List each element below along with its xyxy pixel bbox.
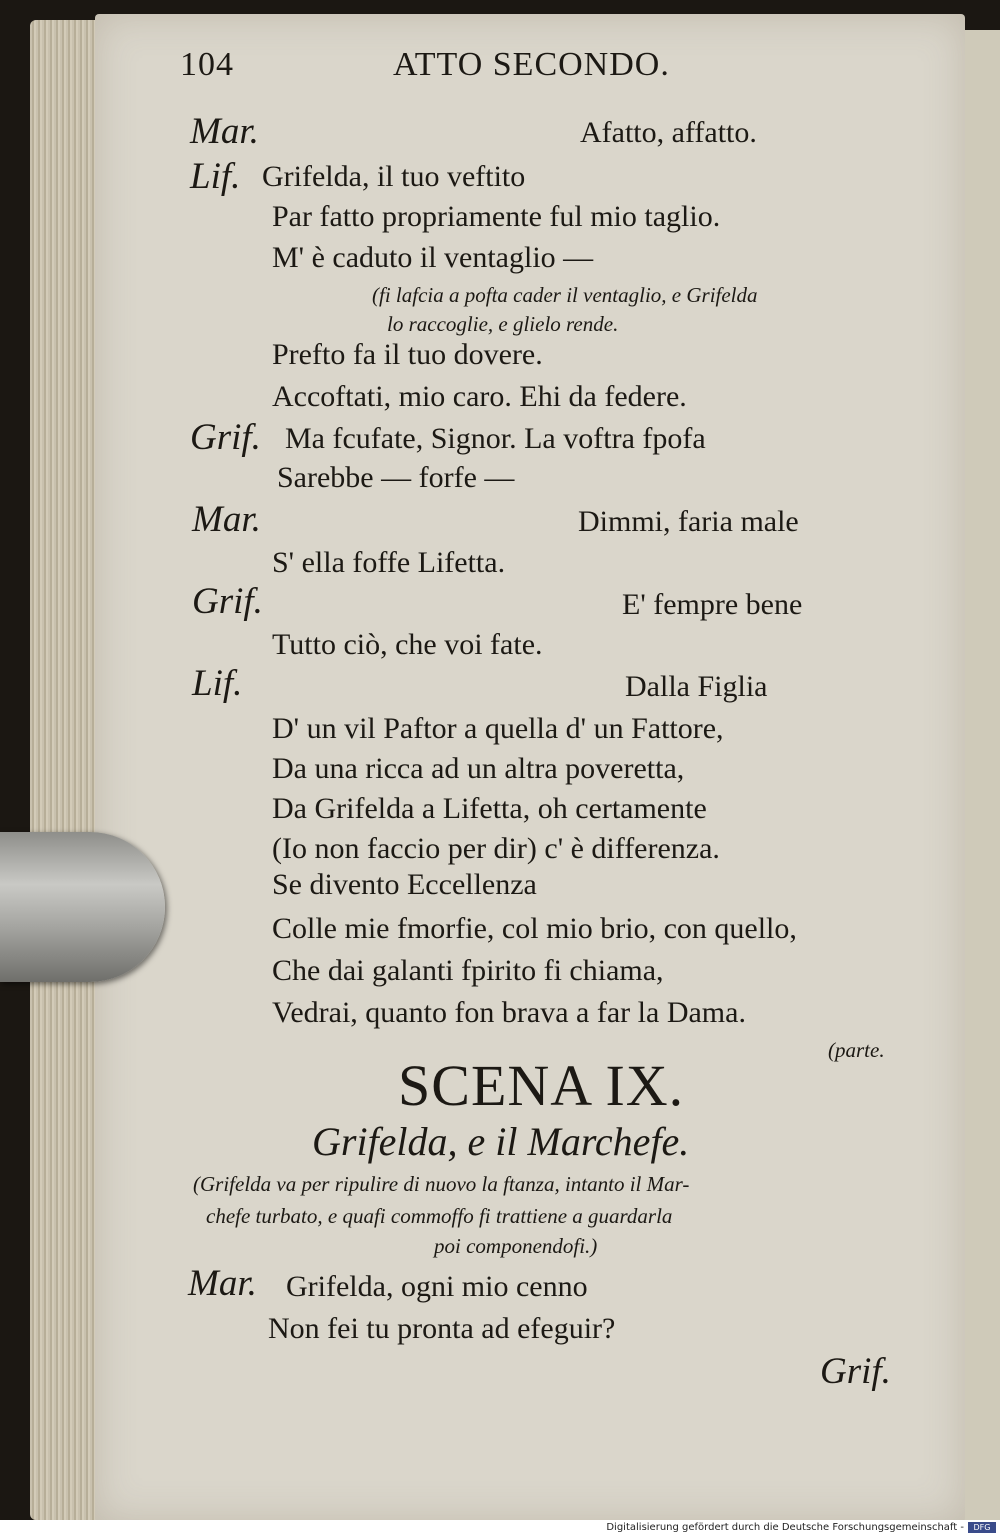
speaker-label: Lif. xyxy=(192,663,243,704)
scene-characters: Grifelda, e il Marchefe. xyxy=(312,1119,690,1164)
verse-line: Afatto, affatto. xyxy=(580,116,757,149)
stage-direction: lo raccoglie, e glielo rende. xyxy=(387,312,619,336)
verse-line: Sarebbe — forfe — xyxy=(277,461,515,494)
speaker-label: Mar. xyxy=(192,499,261,540)
verse-line: (Io non faccio per dir) c' è differenza. xyxy=(272,832,720,865)
speaker-label: Lif. xyxy=(190,156,241,197)
speaker-label: Grif. xyxy=(192,581,263,622)
running-title: ATTO SECONDO. xyxy=(393,46,670,83)
dfg-logo-icon: DFG xyxy=(968,1522,996,1533)
stage-direction: (Grifelda va per ripulire di nuovo la ftanza, intanto il Mar- xyxy=(193,1172,690,1196)
verse-line: Ma fcufate, Signor. La voftra fpofa xyxy=(285,422,706,455)
verse-line: Vedrai, quanto fon brava a far la Dama. xyxy=(272,996,746,1029)
stage-direction: chefe turbato, e quafi commoffo fi trattiene a guardarla xyxy=(206,1204,673,1228)
verse-line: E' fempre bene xyxy=(622,588,803,621)
verse-line: D' un vil Paftor a quella d' un Fattore, xyxy=(272,712,724,745)
verse-line: S' ella foffe Lifetta. xyxy=(272,546,506,579)
page-stack-edge xyxy=(30,20,100,1520)
verse-line: Dimmi, faria male xyxy=(578,505,799,538)
page-number: 104 xyxy=(180,46,234,83)
speaker-label: Mar. xyxy=(190,111,259,152)
stage-direction: (parte. xyxy=(828,1038,885,1062)
verse-line: Se divento Eccellenza xyxy=(272,868,537,901)
verse-line: Grifelda, ogni mio cenno xyxy=(286,1270,588,1303)
verse-line: Par fatto propriamente ful mio taglio. xyxy=(272,200,721,233)
catchword: Grif. xyxy=(820,1351,891,1392)
verse-line: Non fei tu pronta ad efeguir? xyxy=(268,1312,616,1345)
verse-line: Da una ricca ad un altra poveretta, xyxy=(272,752,685,785)
speaker-label: Mar. xyxy=(188,1263,257,1304)
digitization-footer xyxy=(0,1520,1000,1535)
verse-line: Grifelda, il tuo veftito xyxy=(262,160,526,193)
footer-credit: Digitalisierung gefördert durch die Deutsche Forschungsgemeinschaft - xyxy=(606,1522,964,1533)
verse-line: M' è caduto il ventaglio — xyxy=(272,241,594,274)
verse-line: Che dai galanti fpirito fi chiama, xyxy=(272,954,664,987)
verse-line: Da Grifelda a Lifetta, oh certamente xyxy=(272,792,707,825)
speaker-label: Grif. xyxy=(190,417,261,458)
stage-direction: poi componendofi.) xyxy=(434,1234,598,1258)
scene-title: SCENA IX. xyxy=(398,1053,685,1118)
verse-line: Prefto fa il tuo dovere. xyxy=(272,338,543,371)
verse-line: Colle mie fmorfie, col mio brio, con quello, xyxy=(272,912,797,945)
page-holder-clip xyxy=(0,832,165,982)
stage-direction: (fi lafcia a pofta cader il ventaglio, e Grifelda xyxy=(372,283,758,307)
verse-line: Accoftati, mio caro. Ehi da federe. xyxy=(272,380,687,413)
verse-line: Dalla Figlia xyxy=(625,670,768,703)
verse-line: Tutto ciò, che voi fate. xyxy=(272,628,543,661)
